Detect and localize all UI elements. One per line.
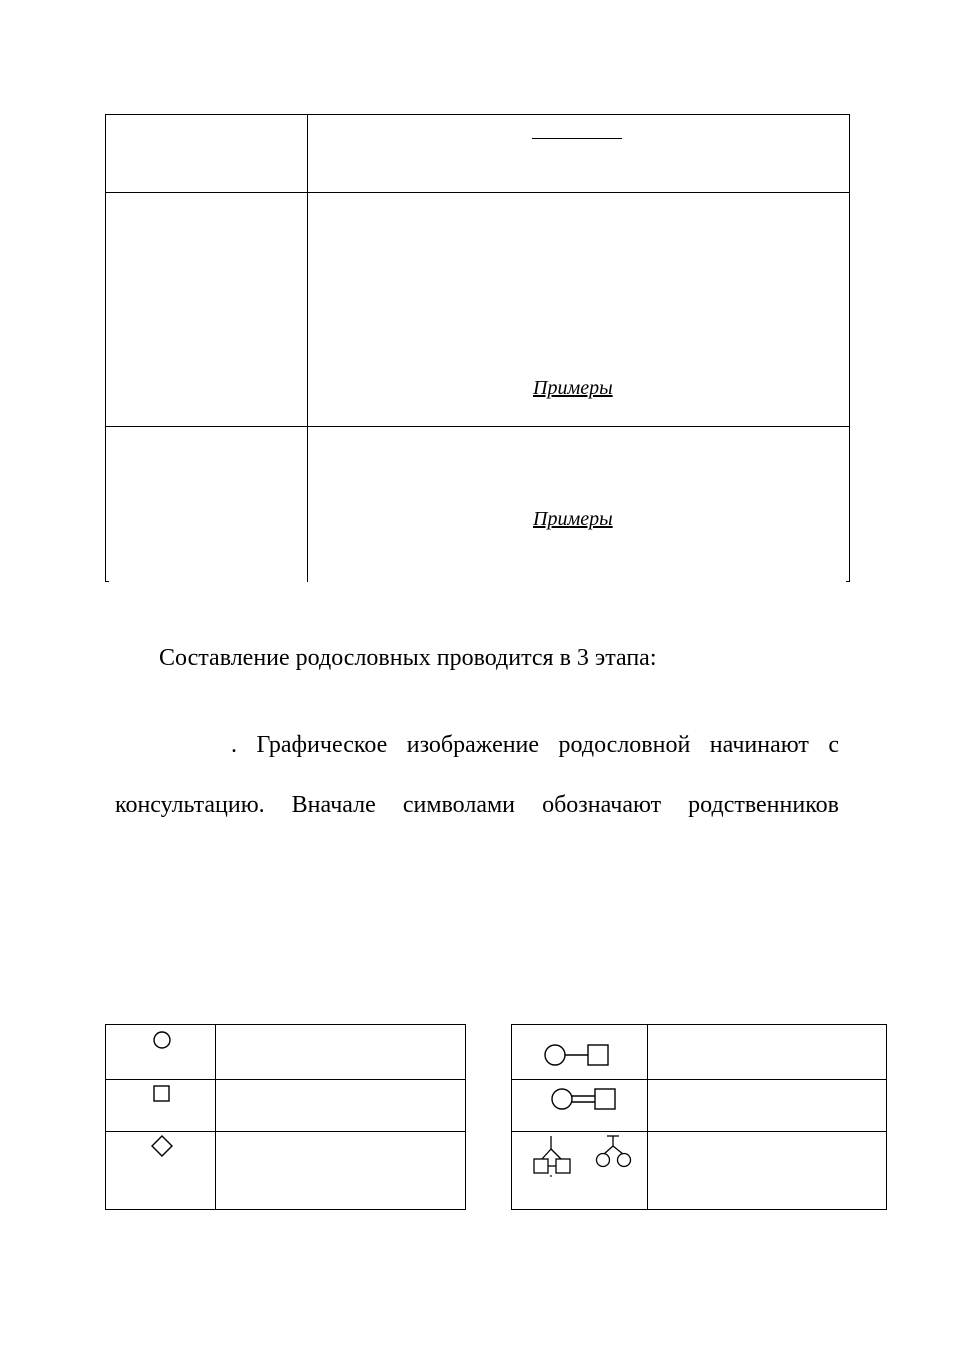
body-line: . Графическое изображение родословной начинают с — [231, 732, 839, 758]
symbol-table-left — [105, 1024, 466, 1210]
table-right-border — [849, 115, 850, 582]
table-row — [106, 1025, 465, 1080]
consanguineous-marriage-icon — [551, 1086, 621, 1112]
table-header-divider — [105, 192, 850, 193]
unknown-sex-diamond-icon — [150, 1134, 174, 1158]
table-row — [512, 1132, 886, 1209]
examples-label: Примеры — [533, 377, 613, 399]
table-row — [512, 1080, 886, 1132]
table-row — [512, 1025, 886, 1080]
marriage-line-icon — [543, 1042, 613, 1068]
header-underline — [532, 138, 622, 139]
twins-icon — [530, 1132, 640, 1177]
female-circle-icon — [152, 1030, 172, 1050]
table-row — [106, 1132, 465, 1209]
table-row — [106, 1080, 465, 1132]
intro-paragraph: Составление родословных проводится в 3 этапа: — [159, 645, 657, 671]
table-bottom-tick-right — [846, 581, 850, 582]
male-square-icon — [153, 1085, 171, 1103]
table-column-divider — [307, 115, 308, 582]
definitions-table — [105, 114, 850, 582]
table-bottom-tick-left — [105, 581, 109, 582]
table-left-border — [105, 115, 106, 582]
table-row-divider — [105, 426, 850, 427]
body-line: консультацию. Вначале символами обозначают родственников — [115, 792, 839, 818]
examples-label: Примеры — [533, 508, 613, 530]
symbol-table-right — [511, 1024, 887, 1210]
